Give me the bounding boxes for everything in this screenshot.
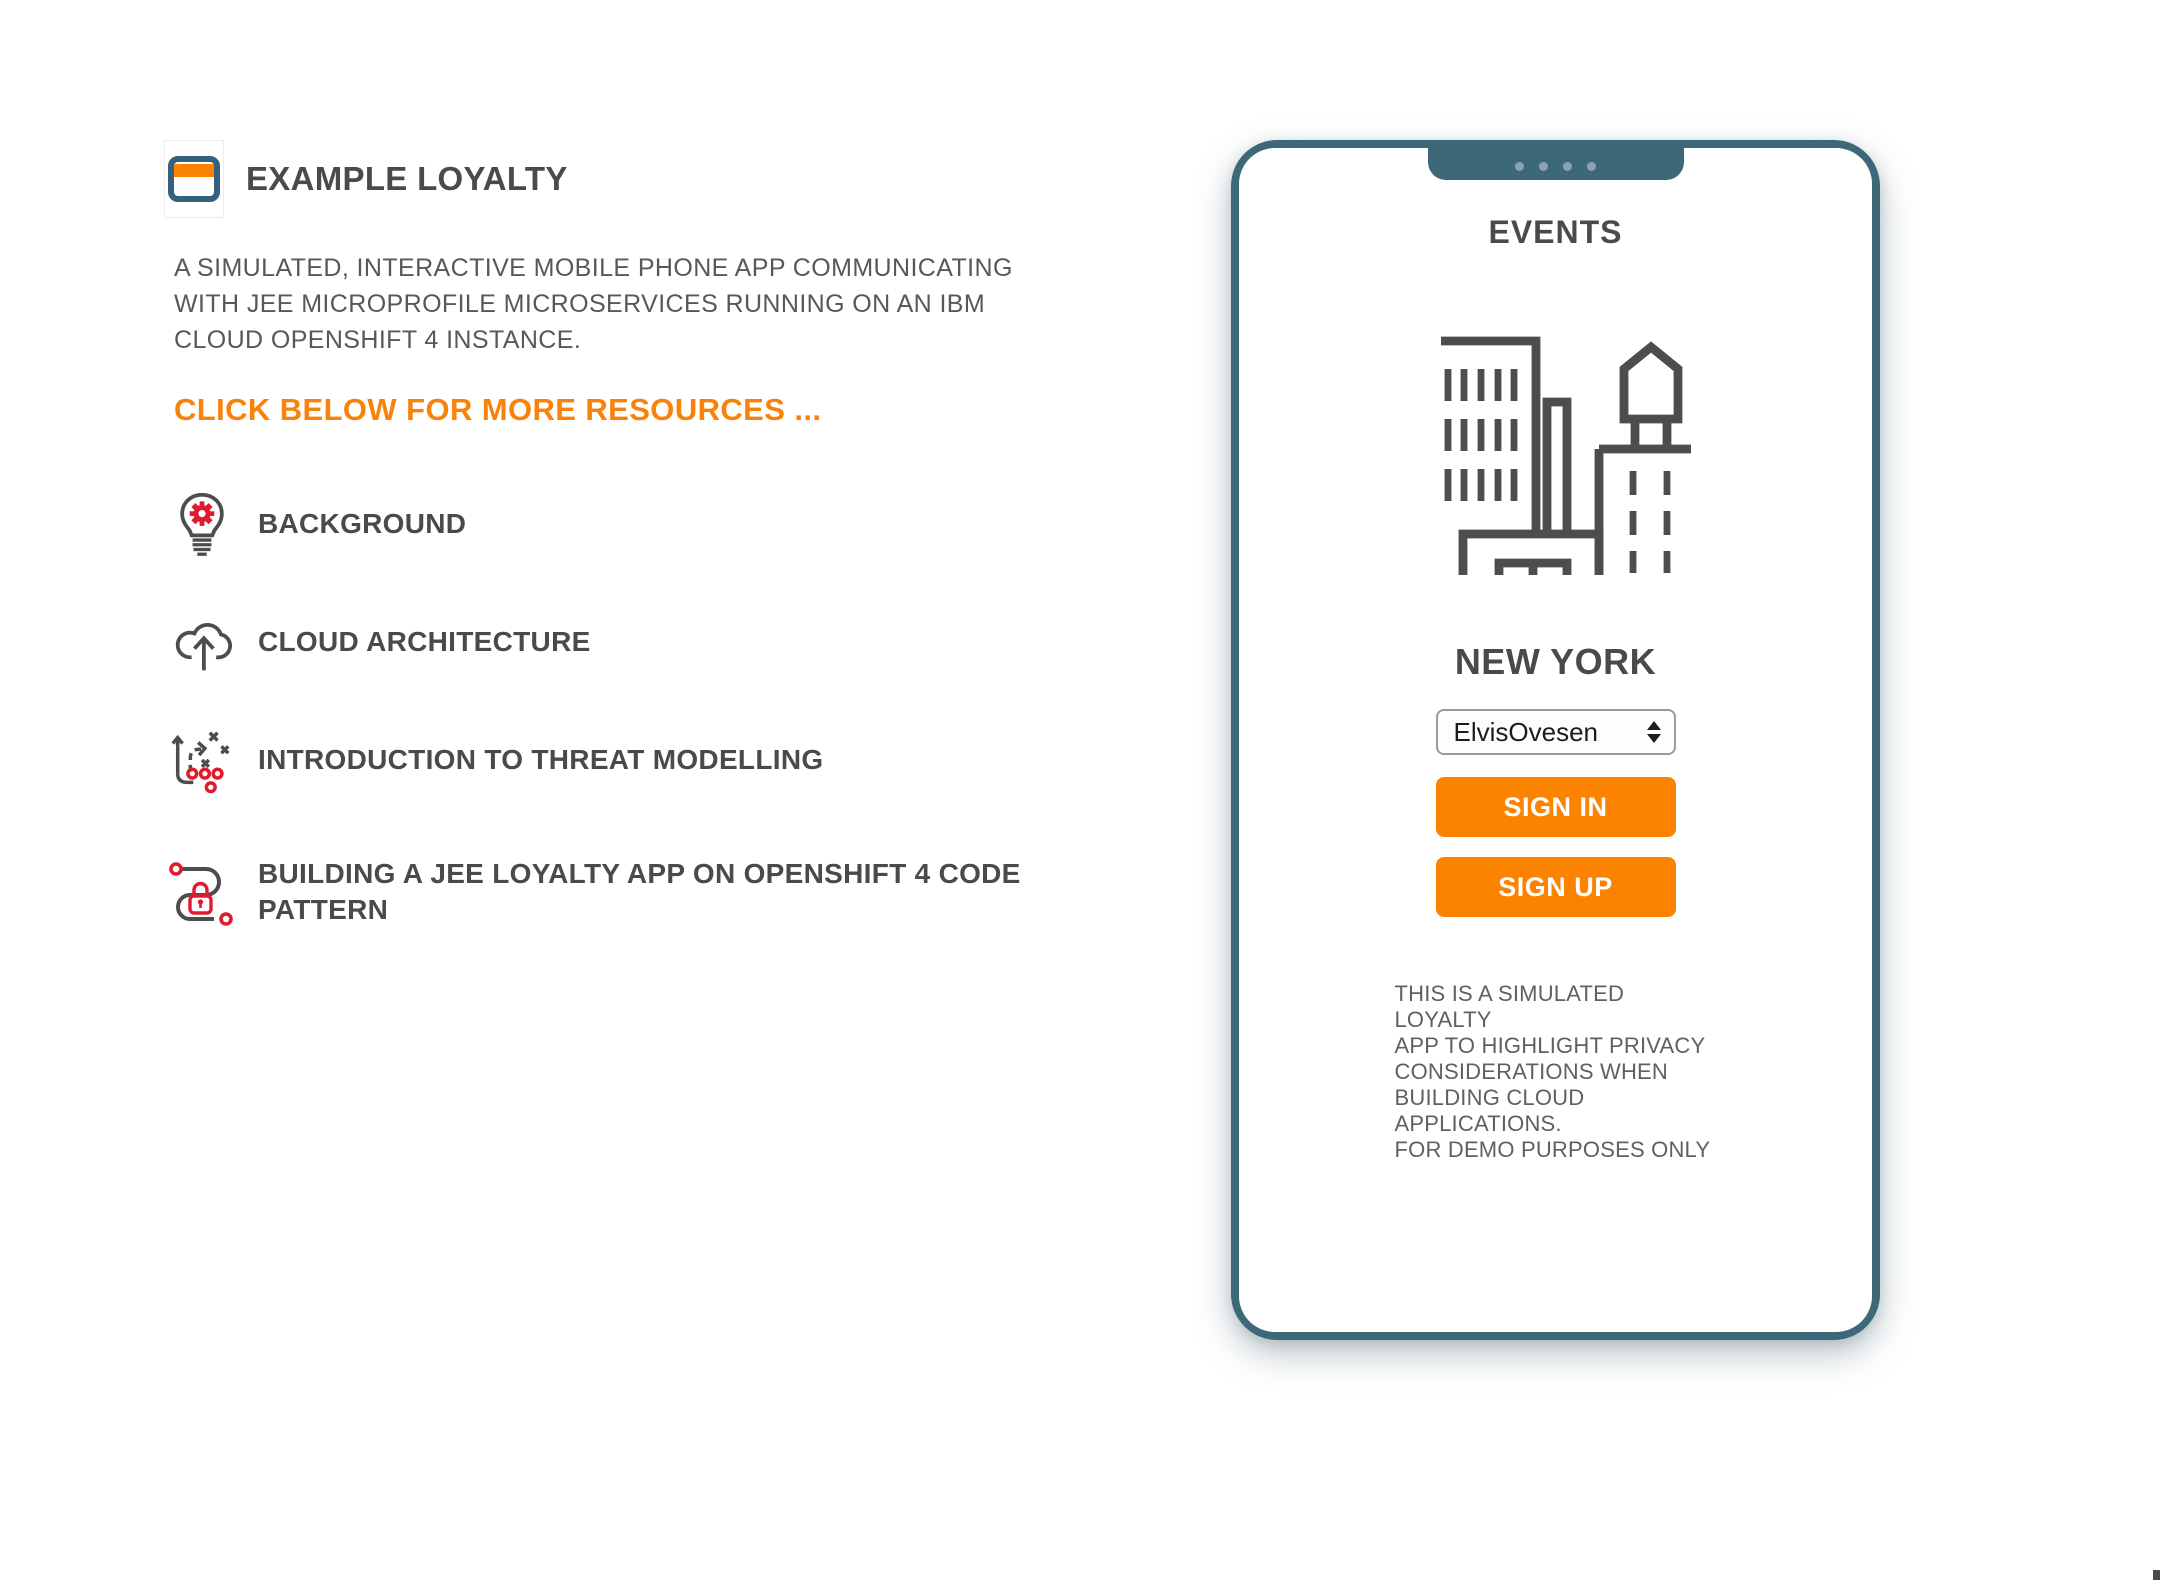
user-select-value: ElvisOvesen [1453, 716, 1598, 747]
notch-dot [1515, 162, 1524, 171]
disclaimer-text [1395, 981, 1717, 1163]
intro-line-3: CLOUD OPENSHIFT 4 INSTANCE. [174, 326, 582, 354]
disclaimer-line-2: APP TO HIGHLIGHT PRIVACY [1394, 1033, 1706, 1058]
resource-link-threat-modelling[interactable] [164, 724, 1064, 796]
resource-link-background[interactable] [164, 488, 1064, 560]
page-title: EXAMPLE LOYALTY [246, 160, 568, 197]
cloud-upload-icon [164, 608, 240, 676]
journey-lock-icon [164, 856, 240, 928]
resource-label: CLOUD ARCHITECTURE [258, 626, 591, 657]
resource-link-code-pattern[interactable] [164, 856, 1064, 928]
sign-in-button[interactable]: SIGN IN [1436, 777, 1676, 837]
phone-notch [1428, 148, 1684, 180]
lightbulb-gear-icon [164, 488, 240, 560]
sign-up-button[interactable]: SIGN UP [1436, 857, 1676, 917]
resource-list [164, 488, 1064, 928]
disclaimer-line-3: CONSIDERATIONS WHEN [1394, 1059, 1669, 1084]
city-name: NEW YORK [1454, 641, 1657, 682]
loyalty-card-stripe [174, 164, 214, 177]
intro-line-2: WITH JEE MICROPROFILE MICROSERVICES RUNNING ON AN IBM [174, 290, 986, 318]
loyalty-card-icon [168, 156, 220, 202]
select-spinner-icon [1647, 721, 1661, 743]
disclaimer-line-1: THIS IS A SIMULATED LOYALTY [1394, 981, 1625, 1032]
strategy-icon [164, 724, 240, 796]
user-select[interactable] [1436, 709, 1676, 755]
app-header [164, 140, 1064, 218]
intro-paragraph [174, 250, 1064, 358]
notch-dot [1563, 162, 1572, 171]
new-york-skyline-icon [1411, 319, 1701, 579]
disclaimer-line-5: FOR DEMO PURPOSES ONLY [1394, 1137, 1711, 1162]
scrollbar-corner-artifact [2153, 1570, 2160, 1580]
notch-dot [1587, 162, 1596, 171]
phone-mockup [1231, 140, 1880, 1340]
disclaimer-line-4: BUILDING CLOUD APPLICATIONS. [1394, 1085, 1585, 1136]
left-panel [164, 140, 1064, 974]
resource-label: BACKGROUND [258, 508, 467, 539]
screen-title: EVENTS [1488, 214, 1623, 250]
intro-line-1: A SIMULATED, INTERACTIVE MOBILE PHONE APP COMMUNICATING [174, 254, 1013, 282]
logo-frame [164, 140, 224, 218]
resources-heading: CLICK BELOW FOR MORE RESOURCES ... [174, 392, 822, 427]
resource-link-cloud-architecture[interactable] [164, 606, 1064, 678]
notch-dot [1539, 162, 1548, 171]
resource-label: INTRODUCTION TO THREAT MODELLING [258, 744, 824, 775]
resource-label: BUILDING A JEE LOYALTY APP ON OPENSHIFT 4 CODE PATTERN [258, 858, 1021, 925]
phone-screen [1239, 148, 1872, 1332]
